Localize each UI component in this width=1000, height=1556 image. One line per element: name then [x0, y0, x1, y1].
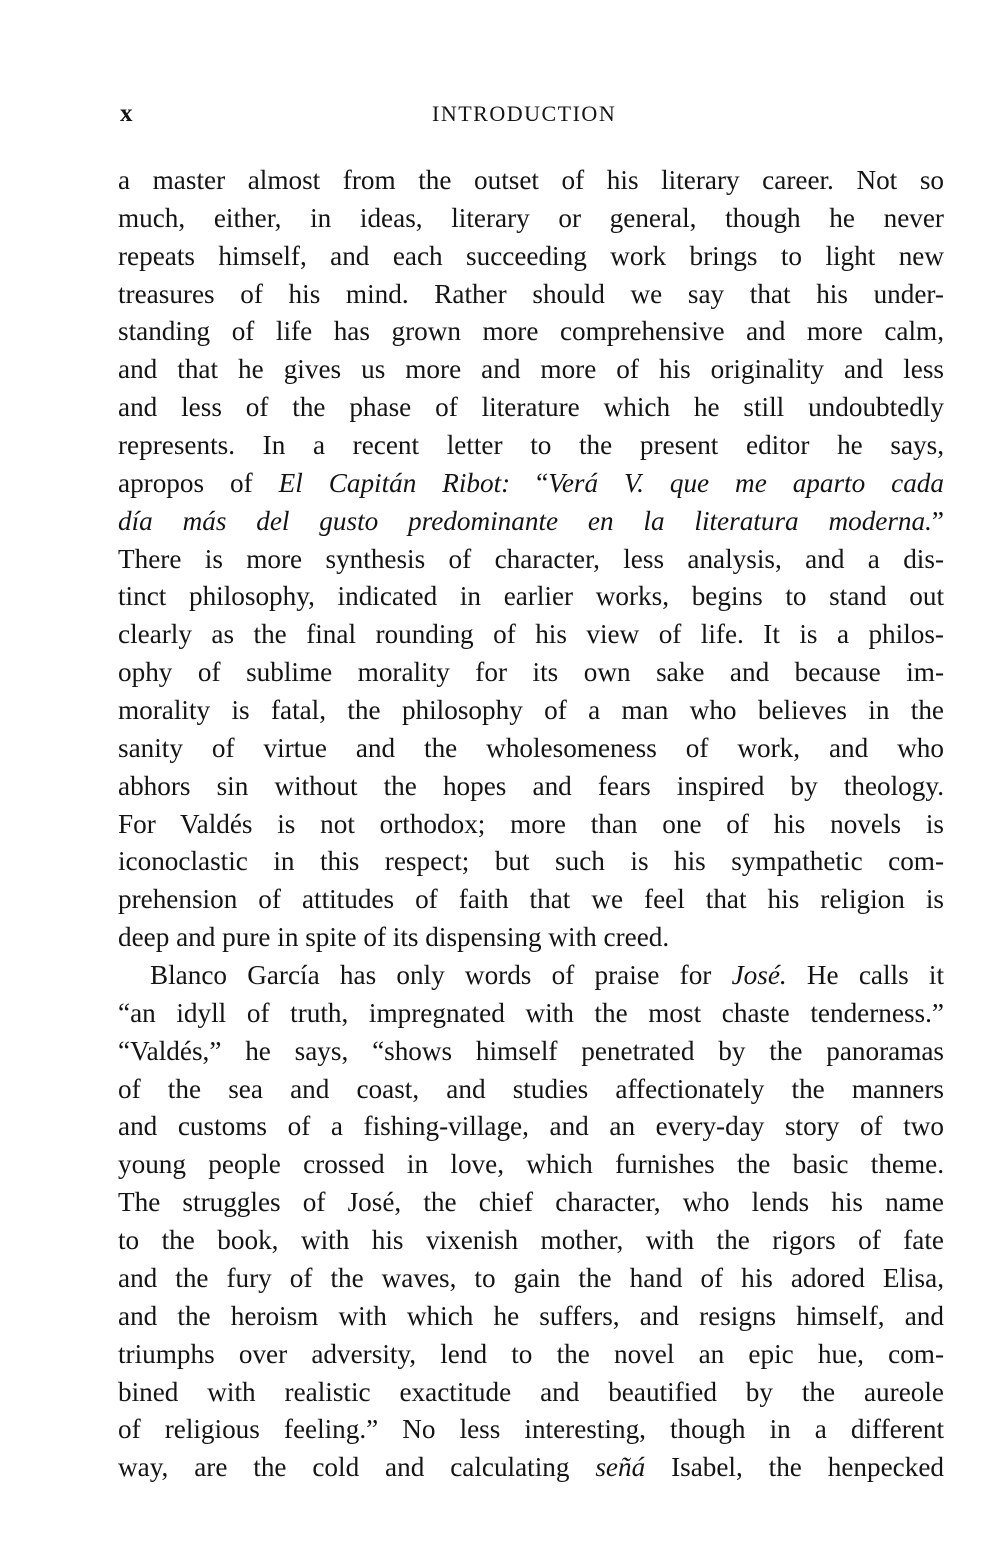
text-line: The struggles of José, the chief character, who lends his name: [118, 1187, 944, 1218]
text-line: [118, 503, 944, 541]
text-line: “Valdés,” he says, “shows himself penetrated by the panoramas: [118, 1035, 944, 1066]
text-line: clearly as the final rounding of his view of life. It is a philos-: [118, 619, 944, 650]
text-line: abhors sin without the hopes and fears inspired by theology.: [118, 770, 944, 801]
text-line: young people crossed in love, which furnishes the basic theme.: [118, 1149, 944, 1180]
text-line: and customs of a fishing-village, and an every-day story of two: [118, 1111, 944, 1142]
text-line: There is more synthesis of character, less analysis, and a dis-: [118, 543, 944, 574]
text-line: of the sea and coast, and studies affectionately the manners: [118, 1073, 944, 1104]
text-line: For Valdés is not orthodox; more than one of his novels is: [118, 808, 944, 839]
text-line: repeats himself, and each succeeding work brings to light new: [118, 240, 944, 271]
text-line: to the book, with his vixenish mother, with the rigors of fate: [118, 1225, 944, 1256]
text-line: morality is fatal, the philosophy of a man who believes in the: [118, 695, 944, 726]
close-quote: ”: [931, 505, 944, 536]
text-line: a master almost from the outset of his literary career. Not so: [118, 165, 944, 195]
text-line: treasures of his mind. Rather should we say that his under-: [118, 278, 944, 309]
text-line: sanity of virtue and the wholesomeness of work, and who: [118, 732, 944, 763]
text-line: ophy of sublime morality for its own sake and because im-: [118, 657, 944, 688]
text-line: deep and pure in spite of its dispensing with creed.: [118, 922, 670, 953]
text-line: triumphs over adversity, lend to the novel an epic hue, com-: [118, 1338, 944, 1369]
body-text: [118, 162, 944, 1487]
text-run: way, are the cold and calculating: [118, 1452, 596, 1483]
text-line: [118, 465, 944, 503]
text-line: and less of the phase of literature which he still undoubtedly: [118, 392, 944, 423]
text-line: of religious feeling.” No less interesting, though in a different: [118, 1414, 944, 1445]
text-run: He calls it: [786, 960, 944, 991]
open-quote: “: [510, 467, 549, 498]
italic-quotation: día más del gusto predominante en la literatura moderna.: [118, 505, 932, 536]
text-line: bined with realistic exactitude and beautified by the aureole: [118, 1376, 944, 1407]
paragraph: [118, 162, 944, 957]
text-line: [118, 957, 944, 995]
text-line: iconoclastic in this respect; but such is his sympathetic com-: [118, 846, 944, 877]
text-run: apropos of: [118, 467, 279, 498]
running-title: INTRODUCTION: [432, 101, 617, 126]
text-line: and the heroism with which he suffers, and resigns himself, and: [118, 1300, 944, 1331]
italic-title: José.: [731, 960, 787, 991]
text-line: represents. In a recent letter to the present editor he says,: [118, 430, 944, 461]
text-line: prehension of attitudes of faith that we feel that his religion is: [118, 884, 944, 915]
text-line: tinct philosophy, indicated in earlier works, begins to stand out: [118, 581, 944, 612]
text-line: standing of life has grown more comprehensive and more calm,: [118, 316, 944, 347]
text-line: “an idyll of truth, impregnated with the most chaste tenderness.”: [118, 997, 944, 1028]
italic-quotation: Verá V. que me aparto cada: [548, 467, 944, 498]
italic-word: señá: [595, 1452, 646, 1483]
text-run: Isabel, the henpecked: [645, 1452, 944, 1483]
text-line: and that he gives us more and more of his originality and less: [118, 354, 944, 385]
text-line: [118, 1449, 944, 1487]
text-run: Blanco García has only words of praise for: [150, 960, 732, 991]
paragraph: [118, 957, 944, 1487]
text-line: and the fury of the waves, to gain the hand of his adored Elisa,: [118, 1262, 944, 1293]
text-line: much, either, in ideas, literary or general, though he never: [118, 202, 944, 233]
running-head: [120, 100, 940, 134]
italic-title: El Capitán Ribot:: [278, 467, 511, 498]
page-number: x: [120, 100, 134, 127]
